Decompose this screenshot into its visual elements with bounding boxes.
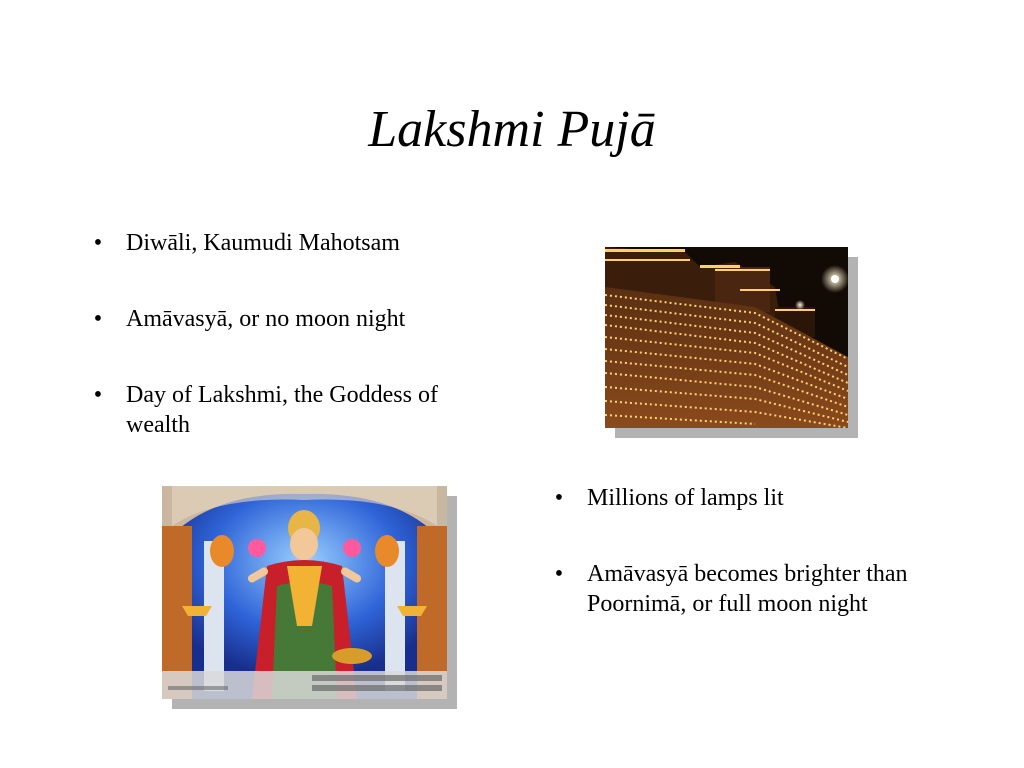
left-bullet-list: [88, 228, 488, 486]
diwali-ghat-illustration: [605, 247, 848, 428]
bullet-dot: •: [554, 561, 564, 587]
bullet-text: Millions of lamps lit: [587, 485, 784, 511]
bullet-text: Amāvasyā becomes brighter than Poornimā, or full moon night: [587, 561, 908, 617]
bullet-item: [549, 559, 989, 619]
slide-title: Lakshmi Pujā: [368, 101, 656, 158]
bullet-text: Amāvasyā, or no moon night: [126, 306, 406, 332]
diwali-lamps-ghat-photo: [605, 247, 848, 428]
bullet-dot: •: [93, 382, 103, 408]
goddess-lakshmi-painting: [162, 486, 447, 699]
bullet-dot: •: [93, 306, 103, 332]
bullet-dot: •: [554, 485, 564, 511]
bullet-text: Diwāli, Kaumudi Mahotsam: [126, 230, 400, 256]
bullet-item: [88, 304, 488, 334]
bullet-dot: •: [93, 230, 103, 256]
right-bullet-list: [549, 483, 989, 665]
bullet-item: [549, 483, 989, 513]
bullet-item: [88, 228, 488, 258]
bullet-text: Day of Lakshmi, the Goddess of wealth: [126, 382, 438, 438]
lakshmi-illustration: [162, 486, 447, 699]
bullet-item: [88, 380, 488, 440]
